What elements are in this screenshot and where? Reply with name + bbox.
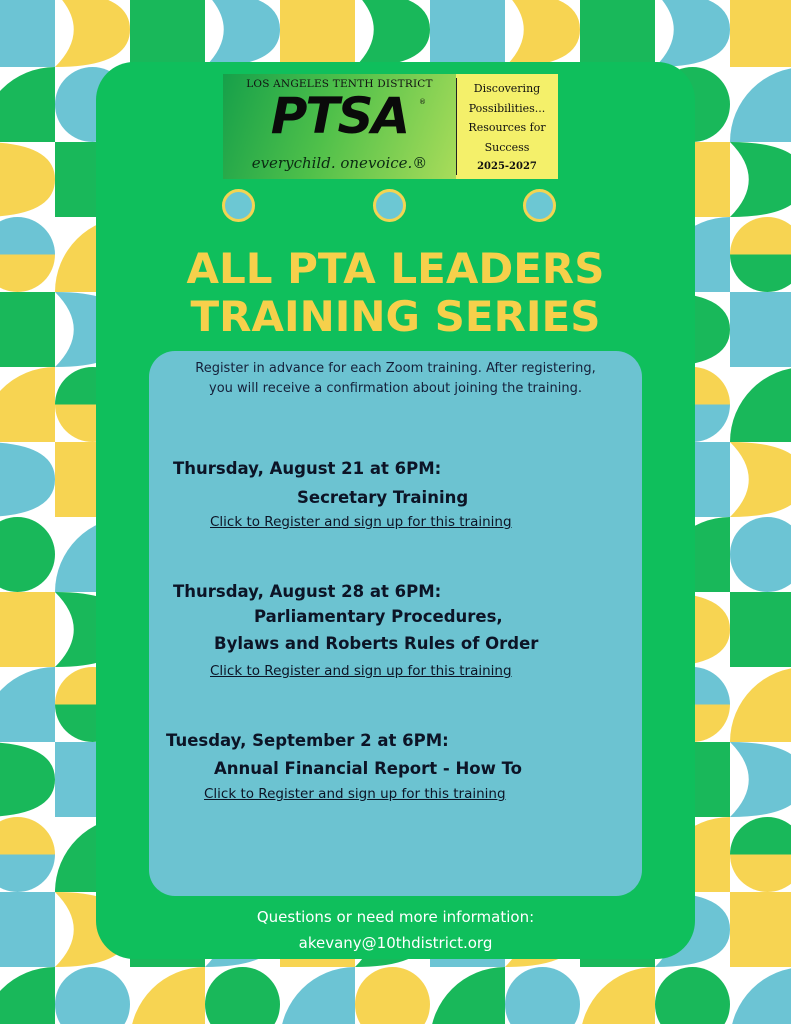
decorative-dot xyxy=(222,189,255,222)
pattern-shape xyxy=(0,0,55,67)
pattern-shape xyxy=(730,555,791,593)
pattern-shape xyxy=(205,0,280,67)
pattern-shape xyxy=(730,517,791,555)
pattern-shape xyxy=(355,1005,430,1024)
pattern-shape xyxy=(730,967,791,1024)
pattern-shape xyxy=(55,1005,130,1024)
pattern-shape xyxy=(730,142,791,217)
pattern-shape xyxy=(280,0,355,67)
intro-text xyxy=(149,359,642,399)
pattern-shape xyxy=(0,217,55,255)
pattern-shape xyxy=(0,67,55,142)
pattern-shape xyxy=(130,0,205,67)
pattern-shape xyxy=(730,292,791,367)
title-line-2: TRAINING SERIES xyxy=(190,292,601,341)
event-title: Parliamentary Procedures, xyxy=(254,607,503,626)
logo-district: LOS ANGELES TENTH DISTRICT xyxy=(246,78,433,90)
footer-contact xyxy=(96,904,695,956)
pattern-shape xyxy=(355,967,430,1005)
register-link[interactable]: Click to Register and sign up for this training xyxy=(210,514,512,530)
event-title: Secretary Training xyxy=(297,488,469,507)
intro-line-1: Register in advance for each Zoom training. After registering, xyxy=(195,361,596,376)
pattern-shape xyxy=(730,592,791,667)
pattern-shape xyxy=(0,442,55,517)
pattern-shape xyxy=(430,0,505,67)
footer-question: Questions or need more information: xyxy=(256,908,535,926)
title-line-1: ALL PTA LEADERS xyxy=(186,244,605,293)
event-date: Thursday, August 28 at 6PM: xyxy=(173,582,442,601)
pattern-shape xyxy=(655,0,730,67)
register-link[interactable]: Click to Register and sign up for this training xyxy=(204,786,506,802)
pattern-shape xyxy=(730,892,791,967)
pattern-shape xyxy=(0,892,55,967)
pattern-shape xyxy=(730,742,791,817)
pattern-shape xyxy=(430,967,505,1024)
pattern-shape xyxy=(205,967,280,1005)
pattern-shape xyxy=(730,217,791,255)
logo-registered-mark: ® xyxy=(419,98,426,106)
pattern-shape xyxy=(55,0,130,67)
slogan-line: Possibilities... xyxy=(468,101,546,115)
pattern-shape xyxy=(55,967,130,1005)
pattern-shape xyxy=(0,292,55,367)
pattern-shape xyxy=(730,855,791,893)
pattern-shape xyxy=(130,967,205,1024)
intro-line-2: you will receive a confirmation about joining the training. xyxy=(209,381,582,396)
pattern-shape xyxy=(655,1005,730,1024)
decorative-dot xyxy=(373,189,406,222)
event-title: Bylaws and Roberts Rules of Order xyxy=(214,634,539,653)
pattern-shape xyxy=(0,817,55,855)
pattern-shape xyxy=(355,0,430,67)
pattern-shape xyxy=(730,817,791,855)
pattern-shape xyxy=(580,0,655,67)
pattern-shape xyxy=(280,967,355,1024)
pattern-shape xyxy=(580,967,655,1024)
pattern-shape xyxy=(730,0,791,67)
logo-years: 2025-2027 xyxy=(477,161,537,172)
pattern-shape xyxy=(730,667,791,742)
pattern-shape xyxy=(505,1005,580,1024)
pattern-shape xyxy=(0,255,55,293)
decorative-dot xyxy=(523,189,556,222)
event-title: Annual Financial Report - How To xyxy=(214,759,523,778)
pattern-shape xyxy=(205,1005,280,1024)
pattern-shape xyxy=(730,442,791,517)
logo-slogan xyxy=(456,79,558,177)
event-date: Thursday, August 21 at 6PM: xyxy=(173,459,442,478)
pattern-shape xyxy=(505,0,580,67)
pattern-shape xyxy=(0,855,55,893)
pattern-shape xyxy=(0,555,55,593)
pattern-shape xyxy=(730,255,791,293)
pattern-shape xyxy=(0,667,55,742)
pattern-shape xyxy=(0,367,55,442)
pattern-shape xyxy=(505,967,580,1005)
register-link[interactable]: Click to Register and sign up for this training xyxy=(210,663,512,679)
slogan-line: Discovering xyxy=(473,82,541,95)
pattern-shape xyxy=(0,742,55,817)
logo-ptsa-wordmark: PTSA xyxy=(270,87,409,145)
pattern-shape xyxy=(0,592,55,667)
pattern-shape xyxy=(730,367,791,442)
pattern-shape xyxy=(655,967,730,1005)
footer-email[interactable]: akevany@10thdistrict.org xyxy=(298,934,493,952)
slogan-line: Resources for xyxy=(468,121,546,134)
logo-tagline: everychild. onevoice.® xyxy=(251,154,428,172)
page-title xyxy=(96,245,695,341)
pattern-shape xyxy=(0,967,55,1024)
slogan-line: Success xyxy=(484,140,530,154)
pattern-shape xyxy=(0,517,55,555)
pattern-shape xyxy=(0,142,55,217)
pattern-shape xyxy=(730,67,791,142)
event-date: Tuesday, September 2 at 6PM: xyxy=(166,731,449,750)
ptsa-logo xyxy=(223,74,558,179)
